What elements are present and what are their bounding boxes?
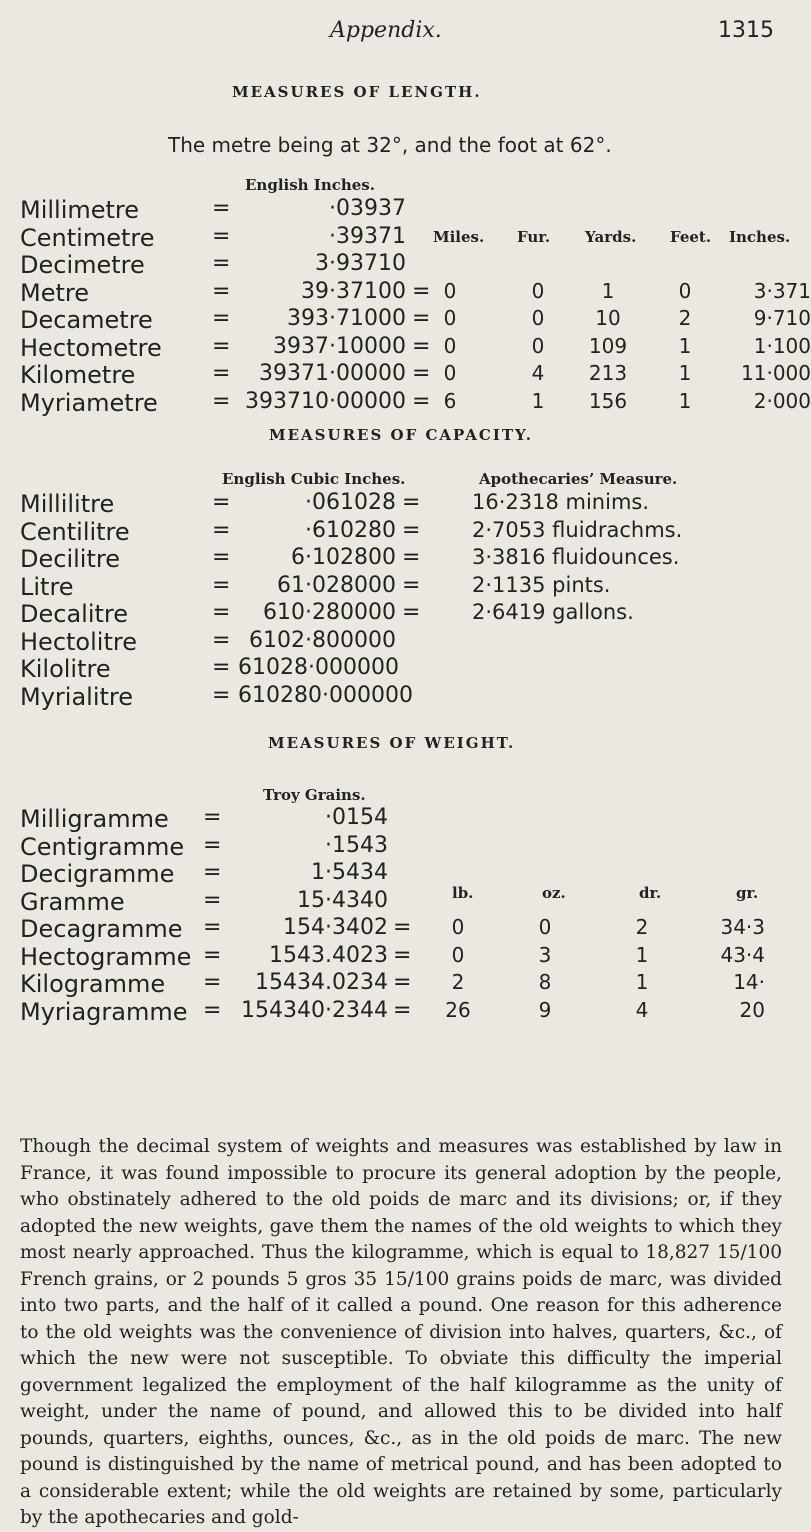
length-unit-name: Myriametre — [20, 389, 158, 417]
weight-cell: 9 — [538, 998, 552, 1022]
capacity-equals-2: = — [402, 490, 421, 515]
length-cell: 2·000 — [753, 389, 811, 413]
length-inches-value: 393·71000 — [287, 306, 406, 331]
weight-cell: 1 — [635, 943, 649, 967]
capacity-unit-name: Centilitre — [20, 518, 130, 546]
capacity-equals: = — [212, 573, 231, 598]
weight-troy-grains: ·0154 — [325, 805, 388, 830]
weight-unit-name: Gramme — [20, 888, 125, 916]
length-unit-name: Kilometre — [20, 361, 136, 389]
capacity-apothecaries-value: 2·7053 fluidrachms. — [472, 518, 683, 542]
weight-cell: 0 — [451, 915, 465, 939]
body-paragraph: Though the decimal system of weights and measures was established by law in France, it was found impossible to procure its general adoption by the people, who obstinately adhered to the old poids de marc and its divisions; or, if they adopted the new weights, gave them the names of the old weights to which they most nearly approached. Thus the kilogramme, which is equal to 18,827 15/100 French grains, or 2 pounds 5 gros 35 15/100 grains poids de marc, was divided into two parts, and the half of it called a pound. One reason for this adherence to the old weights was the convenience of division into halves, quarters, &c., of which the new were not susceptible. To obviate this difficulty the imperial government legalized the employment of the half kilogramme as the unity of weight, under the name of pound, and allowed this to be divided into half pounds, quarters, eighths, ounces, &c., as in the old poids de marc. The new pound is distinguished by the name of metrical pound, and has been adopted to a considerable extent; while the old weights are retained by some, particularly by the apothecaries and gold- — [20, 1136, 782, 1528]
weight-equals-2: = — [393, 998, 412, 1023]
weight-equals: = — [203, 833, 222, 858]
length-cell: 1 — [678, 361, 692, 385]
weight-equals: = — [203, 860, 222, 885]
length-unit-name: Centimetre — [20, 224, 155, 252]
length-cell: 3·371 — [753, 279, 811, 303]
length-cell: 0 — [443, 279, 457, 303]
weight-cell: 34·3 — [720, 915, 765, 939]
length-cell: 11·000 — [741, 361, 811, 385]
capacity-cubic-inches: 610280·000000 — [238, 683, 413, 708]
capacity-unit-name: Litre — [20, 573, 74, 601]
capacity-equals: = — [212, 545, 231, 570]
capacity-apothecaries-value: 2·1135 pints. — [472, 573, 611, 597]
length-equals: = — [212, 196, 231, 221]
weight-cell: 2 — [635, 915, 649, 939]
length-inches-value: 3·93710 — [315, 251, 406, 276]
weight-equals: = — [203, 888, 222, 913]
weight-equals-2: = — [393, 970, 412, 995]
weight-cell: 20 — [739, 998, 765, 1022]
capacity-equals: = — [212, 490, 231, 515]
weight-unit-name: Decigramme — [20, 860, 175, 888]
weight-cell: 4 — [635, 998, 649, 1022]
capacity-unit-name: Kilolitre — [20, 655, 111, 683]
weight-cell: 8 — [538, 970, 552, 994]
weight-cell: 3 — [538, 943, 552, 967]
length-cell: 0 — [678, 279, 692, 303]
capacity-unit-name: Decalitre — [20, 600, 128, 628]
capacity-unit-name: Hectolitre — [20, 628, 137, 656]
length-equals: = — [212, 279, 231, 304]
length-equals: = — [212, 224, 231, 249]
length-inches-value: 39371·00000 — [259, 361, 406, 386]
weight-equals: = — [203, 998, 222, 1023]
length-cell: 10 — [595, 306, 621, 330]
length-cell: 156 — [588, 389, 628, 413]
length-cell: 1 — [678, 334, 692, 358]
capacity-equals: = — [212, 518, 231, 543]
length-cell: 6 — [443, 389, 457, 413]
weight-cell: 26 — [445, 998, 471, 1022]
length-cell: 1 — [601, 279, 615, 303]
weight-troy-header: Troy Grains. — [263, 786, 366, 804]
capacity-equals-2: = — [402, 573, 421, 598]
length-col-inches: Inches. — [729, 228, 791, 246]
capacity-apothecaries-value: 16·2318 minims. — [472, 490, 650, 514]
weight-cell: 43·4 — [720, 943, 765, 967]
page-number: 1315 — [718, 18, 774, 43]
weight-equals: = — [203, 970, 222, 995]
weight-troy-grains: 154340·2344 — [241, 998, 388, 1023]
weight-equals-2: = — [393, 915, 412, 940]
weight-troy-grains: 1543.4023 — [269, 943, 388, 968]
weight-troy-grains: 154·3402 — [283, 915, 388, 940]
length-cell: 1 — [531, 389, 545, 413]
length-cell: 4 — [531, 361, 545, 385]
weight-troy-grains: 15434.0234 — [255, 970, 388, 995]
length-equals-2: = — [412, 361, 431, 386]
weight-cell: 0 — [451, 943, 465, 967]
weight-equals: = — [203, 943, 222, 968]
capacity-apothecaries-value: 3·3816 fluidounces. — [472, 545, 680, 569]
length-cell: 0 — [531, 279, 545, 303]
length-cell: 213 — [588, 361, 628, 385]
weight-cell: 1 — [635, 970, 649, 994]
capacity-apothecaries-value: 2·6419 gallons. — [472, 600, 634, 624]
capacity-cubic-inches: 61028·000000 — [238, 655, 399, 680]
capacity-equals-2: = — [402, 600, 421, 625]
capacity-cubic-inches: 6102·800000 — [249, 628, 396, 653]
weight-unit-name: Kilogramme — [20, 970, 166, 998]
weight-equals: = — [203, 915, 222, 940]
length-inches-value: ·39371 — [329, 224, 406, 249]
capacity-cubic-inches: ·610280 — [305, 518, 396, 543]
weight-unit-name: Decagramme — [20, 915, 183, 943]
capacity-cubic-inches: 6·102800 — [291, 545, 396, 570]
length-equals-2: = — [412, 306, 431, 331]
capacity-equals: = — [212, 600, 231, 625]
running-header-title: Appendix. — [330, 18, 442, 43]
length-cell: 1 — [678, 389, 692, 413]
weight-col-dr: dr. — [639, 884, 662, 902]
length-cell: 0 — [443, 361, 457, 385]
weight-unit-name: Myriagramme — [20, 998, 188, 1026]
capacity-cubic-inches: 61·028000 — [277, 573, 396, 598]
length-cell: 2 — [678, 306, 692, 330]
length-section-title: MEASURES OF LENGTH. — [232, 83, 482, 101]
weight-col-lb: lb. — [452, 884, 474, 902]
length-unit-name: Millimetre — [20, 196, 140, 224]
capacity-equals: = — [212, 628, 231, 653]
capacity-equals-2: = — [402, 518, 421, 543]
weight-equals-2: = — [393, 943, 412, 968]
length-unit-name: Decimetre — [20, 251, 145, 279]
capacity-cubic-inches: 610·280000 — [263, 600, 396, 625]
length-cell: 9·710 — [753, 306, 811, 330]
weight-troy-grains: 1·5434 — [311, 860, 388, 885]
length-inches-value: 3937·10000 — [273, 334, 406, 359]
weight-col-gr: gr. — [736, 884, 759, 902]
capacity-unit-name: Myrialitre — [20, 683, 134, 711]
capacity-equals: = — [212, 655, 231, 680]
capacity-equals-2: = — [402, 545, 421, 570]
weight-troy-grains: ·1543 — [325, 833, 388, 858]
length-intro: The metre being at 32°, and the foot at 62°. — [168, 133, 612, 157]
length-equals: = — [212, 389, 231, 414]
capacity-equals: = — [212, 683, 231, 708]
length-unit-name: Metre — [20, 279, 89, 307]
length-equals-2: = — [412, 389, 431, 414]
length-cell: 0 — [531, 334, 545, 358]
length-english-header: English Inches. — [245, 176, 375, 194]
length-cell: 0 — [531, 306, 545, 330]
weight-equals: = — [203, 805, 222, 830]
weight-cell: 2 — [451, 970, 465, 994]
length-unit-name: Hectometre — [20, 334, 162, 362]
length-cell: 109 — [588, 334, 628, 358]
length-col-yards: Yards. — [585, 228, 637, 246]
length-equals: = — [212, 306, 231, 331]
capacity-apothecaries-header: Apothecaries’ Measure. — [479, 470, 678, 488]
length-col-feet: Feet. — [670, 228, 712, 246]
length-equals: = — [212, 361, 231, 386]
weight-cell: 14· — [733, 970, 765, 994]
weight-cell: 0 — [538, 915, 552, 939]
length-equals-2: = — [412, 334, 431, 359]
length-inches-value: 393710·00000 — [245, 389, 406, 414]
weight-col-oz: oz. — [542, 884, 566, 902]
length-inches-value: 39·37100 — [301, 279, 406, 304]
capacity-cubic-inches: ·061028 — [305, 490, 396, 515]
length-cell: 1·100 — [753, 334, 811, 358]
weight-unit-name: Milligramme — [20, 805, 169, 833]
capacity-unit-name: Millilitre — [20, 490, 115, 518]
length-inches-value: ·03937 — [329, 196, 406, 221]
capacity-unit-name: Decilitre — [20, 545, 120, 573]
length-cell: 0 — [443, 306, 457, 330]
length-col-fur: Fur. — [517, 228, 551, 246]
capacity-english-header: English Cubic Inches. — [222, 470, 406, 488]
length-equals-2: = — [412, 279, 431, 304]
weight-unit-name: Centigramme — [20, 833, 185, 861]
length-unit-name: Decametre — [20, 306, 153, 334]
length-cell: 0 — [443, 334, 457, 358]
weight-section-title: MEASURES OF WEIGHT. — [268, 734, 516, 752]
weight-troy-grains: 15·4340 — [297, 888, 388, 913]
weight-unit-name: Hectogramme — [20, 943, 192, 971]
length-equals: = — [212, 251, 231, 276]
capacity-section-title: MEASURES OF CAPACITY. — [269, 426, 533, 444]
length-col-miles: Miles. — [433, 228, 485, 246]
length-equals: = — [212, 334, 231, 359]
